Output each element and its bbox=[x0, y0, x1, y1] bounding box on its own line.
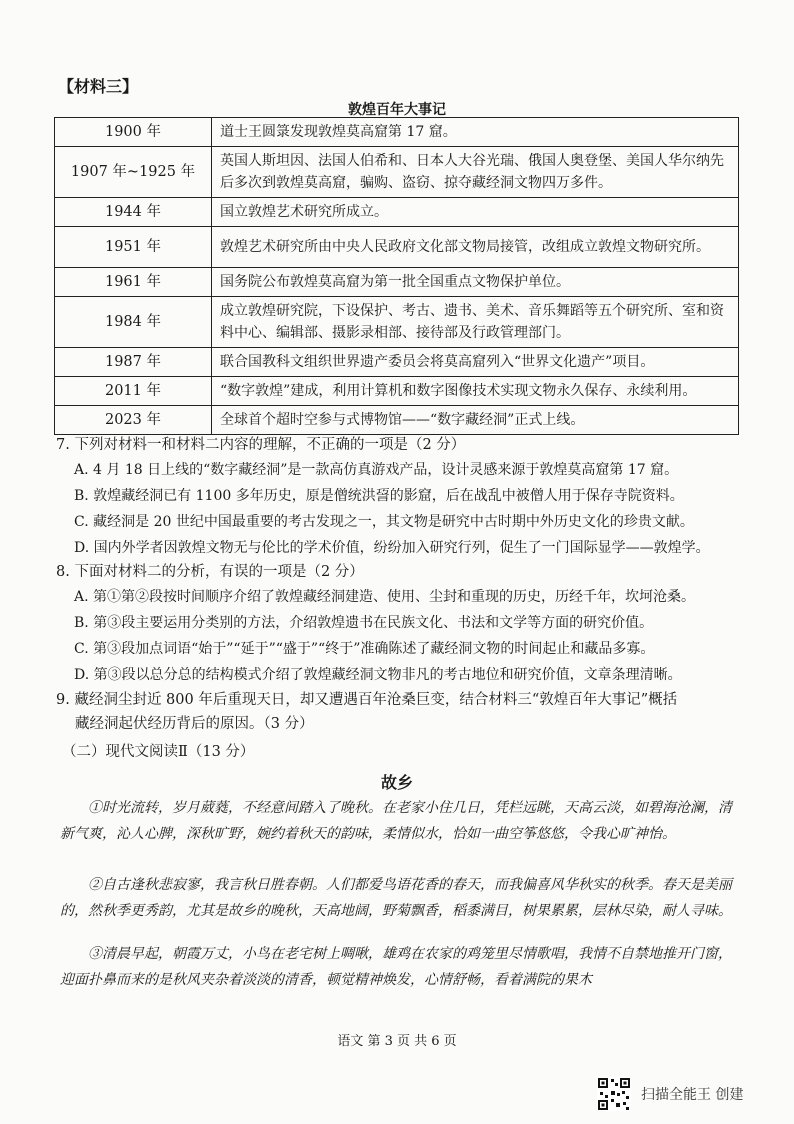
event-text: 联合国教科文组织世界遗产委员会将莫高窟列入“世界文化遗产”项目。 bbox=[212, 348, 739, 377]
q9-line1: 9. 藏经洞尘封近 800 年后重现天日，却又遭遇百年沧桑巨变，结合材料三“敦煌百年大事记”概括 bbox=[56, 692, 678, 708]
q7-option-a: A. 4 月 18 日上线的“数字藏经洞”是一款高仿真游戏产品，设计灵感来源于敦煌莫高窟第 17 窟。 bbox=[74, 462, 679, 478]
table-row bbox=[55, 268, 739, 297]
event-text: 敦煌艺术研究所由中央人民政府文化部文物局接管，改组成立敦煌文物研究所。 bbox=[212, 227, 739, 268]
event-text: 英国人斯坦因、法国人伯希和、日本人大谷光瑞、俄国人奥登堡、美国人华尔纳先后多次到敦煌莫高窟，骗购、盗窃、掠夺藏经洞文物四万多件。 bbox=[212, 147, 739, 198]
event-year: 1987 年 bbox=[55, 348, 212, 377]
q7-option-b: B. 敦煌藏经洞已有 1100 多年历史，原是僧统洪䛒的影窟，后在战乱中被僧人用于保存寺院资料。 bbox=[74, 488, 684, 504]
table-row bbox=[55, 297, 739, 348]
events-table bbox=[54, 117, 739, 435]
q8-option-a: A. 第①第②段按时间顺序介绍了敦煌藏经洞建造、使用、尘封和重现的历史，历经千年，坎坷沧桑。 bbox=[74, 589, 696, 605]
section-heading: （二）现代文阅读Ⅱ（13 分） bbox=[62, 744, 255, 760]
q8-stem: 8. 下面对材料二的分析，有误的一项是（2 分） bbox=[56, 564, 364, 580]
table-row bbox=[55, 227, 739, 268]
event-year: 2023 年 bbox=[55, 406, 212, 435]
event-year: 1907 年~1925 年 bbox=[55, 147, 212, 198]
table-row bbox=[55, 118, 739, 147]
event-text: “数字敦煌”建成，利用计算机和数字图像技术实现文物永久保存、永续利用。 bbox=[212, 377, 739, 406]
paragraph-3: ③清晨早起，朝霞万丈，小鸟在老宅树上啁啾，雄鸡在农家的鸡笼里尽情歌唱，我情不自禁地推开门窗，迎面扑鼻而来的是秋风夹杂着淡淡的清香，顿觉精神焕发，心情舒畅，看着满院的果木 bbox=[60, 946, 732, 988]
q7-stem: 7. 下列对材料一和材料二内容的理解，不正确的一项是（2 分） bbox=[56, 437, 466, 453]
event-year: 1951 年 bbox=[55, 227, 212, 268]
table-row bbox=[55, 198, 739, 227]
article-title: 故乡 bbox=[380, 773, 413, 792]
event-year: 1961 年 bbox=[55, 268, 212, 297]
event-text: 成立敦煌研究院，下设保护、考古、遗书、美术、音乐舞蹈等五个研究所、室和资料中心、编辑部、摄影录相部、接待部及行政管理部门。 bbox=[212, 297, 739, 348]
table-row bbox=[55, 348, 739, 377]
table-row bbox=[55, 377, 739, 406]
q9-line2: 藏经洞起伏经历背后的原因。（3 分） bbox=[75, 716, 314, 732]
event-year: 1944 年 bbox=[55, 198, 212, 227]
q8-option-c: C. 第③段加点词语“始于”“延于”“盛于”“终于”准确陈述了藏经洞文物的时间起止和藏品多寡。 bbox=[74, 641, 655, 657]
scanner-watermark: 扫描全能王 创建 bbox=[641, 1087, 744, 1103]
event-text: 国务院公布敦煌莫高窟为第一批全国重点文物保护单位。 bbox=[212, 268, 739, 297]
q7-option-c: C. 藏经洞是 20 世纪中国最重要的考古发现之一，其文物是研究中古时期中外历史文化的珍贵文献。 bbox=[74, 514, 694, 530]
material-label: 【材料三】 bbox=[58, 77, 139, 96]
event-text: 全球首个超时空参与式博物馆——“数字藏经洞”正式上线。 bbox=[212, 406, 739, 435]
table-title: 敦煌百年大事记 bbox=[348, 102, 446, 118]
event-year: 2011 年 bbox=[55, 377, 212, 406]
event-text: 国立敦煌艺术研究所成立。 bbox=[212, 198, 739, 227]
event-text: 道士王圆箓发现敦煌莫高窟第 17 窟。 bbox=[212, 118, 739, 147]
paragraph-2: ②自古逢秋悲寂寥，我言秋日胜春朝。人们都爱鸟语花香的春天，而我偏喜风华秋实的秋季。春天是美丽的，然秋季更秀韵，尤其是故乡的晚秋，天高地阔，野菊飘香，稻黍满目，树果累累，层林尽染，耐人寻味。 bbox=[60, 877, 732, 919]
event-year: 1900 年 bbox=[55, 118, 212, 147]
table-row bbox=[55, 406, 739, 435]
q7-option-d: D. 国内外学者因敦煌文物无与伦比的学术价值，纷纷加入研究行列，促生了一门国际显学——敦煌学。 bbox=[74, 540, 710, 556]
q8-option-d: D. 第③段以总分总的结构模式介绍了敦煌藏经洞文物非凡的考古地位和研究价值，文章条理清晰。 bbox=[74, 667, 682, 683]
event-year: 1984 年 bbox=[55, 297, 212, 348]
qr-code-icon bbox=[597, 1077, 631, 1111]
q8-option-b: B. 第③段主要运用分类别的方法，介绍敦煌遗书在民族文化、书法和文学等方面的研究价值。 bbox=[74, 615, 654, 631]
paragraph-1: ①时光流转，岁月葳蕤，不经意间踏入了晚秋。在老家小住几日，凭栏远眺，天高云淡，如碧海沧澜，清新气爽，沁人心脾，深秋旷野，婉约着秋天的韵味，柔情似水，恰如一曲空筝悠悠，令我心旷神怡。 bbox=[60, 800, 732, 842]
table-row bbox=[55, 147, 739, 198]
page-footer: 语文 第 3 页 共 6 页 bbox=[337, 1034, 457, 1049]
